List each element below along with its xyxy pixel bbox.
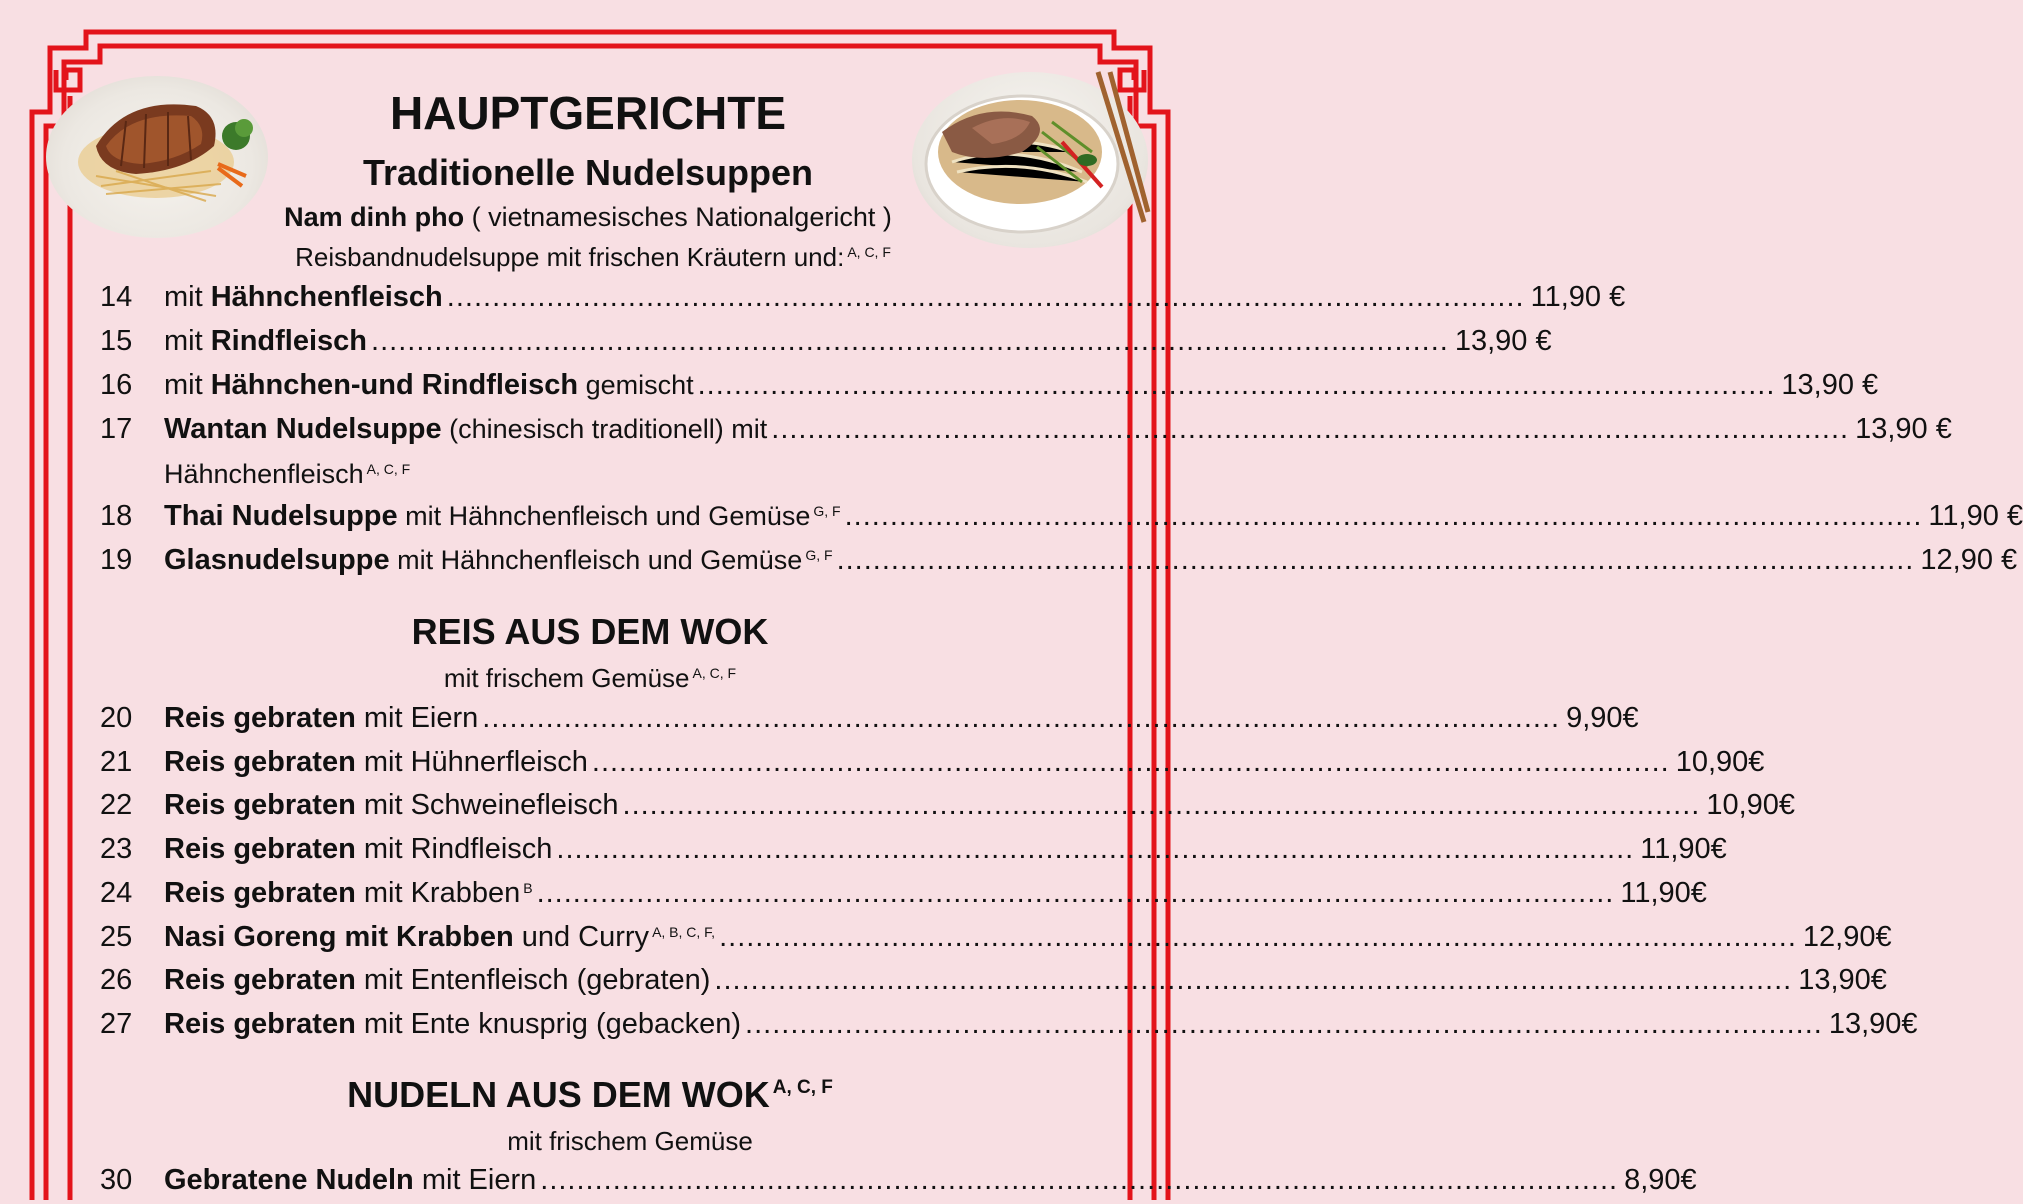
item-price: 9,90€ — [1566, 702, 1639, 734]
item-name: Reis gebraten — [164, 964, 356, 996]
item-continuation — [164, 459, 410, 490]
item-number: 19 — [100, 544, 133, 576]
dot-leader: ....................................................................................................................... — [844, 500, 1923, 532]
item-desc: mit Hühnerfleisch — [355, 746, 588, 778]
item-dish — [164, 325, 367, 358]
item-number: 17 — [100, 413, 133, 445]
item-price: 13,90€ — [1828, 1008, 1918, 1040]
dish-note: ( vietnamesisches Nationalgericht ) — [471, 202, 892, 232]
item-dish — [164, 746, 588, 779]
item-dish — [164, 833, 552, 866]
item-number: 25 — [100, 921, 133, 953]
item-number: 21 — [100, 746, 133, 778]
item-prefix: mit — [164, 325, 211, 357]
title-text: NUDELN AUS DEM WOK — [347, 1074, 770, 1115]
menu-item — [100, 833, 1727, 873]
item-desc: und Curry — [513, 921, 650, 953]
item-number: 24 — [100, 877, 133, 909]
menu-item — [100, 921, 1892, 961]
item-price: 10,90€ — [1675, 746, 1765, 778]
item-name: Hähnchen-und Rindfleisch — [210, 369, 579, 401]
section-title-noodles — [0, 1074, 1180, 1116]
item-desc: mit Krabben — [355, 877, 521, 909]
dot-leader: ....................................................................................................................... — [771, 413, 1850, 445]
item-name: Glasnudelsuppe — [164, 544, 390, 576]
description-text: Reisbandnudelsuppe mit frischen Kräutern und: — [295, 242, 845, 272]
item-number: 27 — [100, 1008, 133, 1040]
item-price: 10,90€ — [1706, 789, 1796, 821]
allergen-codes: G, F — [805, 547, 833, 563]
menu-item — [100, 964, 1887, 1004]
section-subtitle-rice — [0, 663, 1180, 694]
item-price: 11,90 € — [1530, 281, 1626, 313]
item-number: 14 — [100, 281, 133, 313]
dot-leader: ....................................................................................................................... — [540, 1164, 1619, 1196]
item-desc: mit Hähnchenfleisch und Gemüse — [389, 545, 803, 575]
dot-leader: ....................................................................................................................... — [622, 789, 1701, 821]
dish-name: Nam dinh pho — [284, 202, 465, 232]
item-dish — [164, 789, 619, 822]
menu-item — [100, 500, 2023, 540]
section-subtitle-noodle-soups: Traditionelle Nudelsuppen — [362, 152, 814, 193]
menu-item — [100, 1164, 1697, 1204]
item-number: 15 — [100, 325, 133, 357]
item-name: Reis gebraten — [164, 702, 356, 734]
item-price: 12,90€ — [1802, 921, 1892, 953]
dot-leader: ....................................................................................................................... — [697, 369, 1776, 401]
item-prefix: mit — [164, 281, 211, 313]
item-name: Nasi Goreng mit Krabben — [164, 921, 514, 953]
item-number: 18 — [100, 500, 133, 532]
item-price: 12,90 € — [1920, 544, 2018, 576]
item-price: 11,90€ — [1640, 833, 1727, 865]
dot-leader: ....................................................................................................................... — [745, 1008, 1823, 1040]
item-name: Hähnchenfleisch — [210, 281, 443, 313]
dot-leader: ....................................................................................................................... — [482, 702, 1561, 734]
dot-leader: ....................................................................................................................... — [836, 544, 1915, 576]
allergen-codes: A, C, F — [772, 1077, 833, 1098]
item-prefix: mit — [164, 369, 211, 401]
item-name: Thai Nudelsuppe — [164, 500, 398, 532]
item-dish — [164, 702, 478, 735]
item-dish — [164, 964, 710, 997]
subtitle-text: mit frischem Gemüse — [443, 663, 690, 693]
item-dish — [164, 1008, 741, 1041]
item-desc: mit Entenfleisch (gebraten) — [355, 964, 711, 996]
dot-leader: ....................................................................................................................... — [556, 833, 1635, 865]
menu-item — [100, 746, 1765, 786]
dot-leader: ....................................................................................................................... — [591, 746, 1670, 778]
menu-item — [100, 369, 1879, 409]
item-name: Reis gebraten — [164, 746, 356, 778]
item-desc: mit Eiern — [355, 702, 479, 734]
item-price: 13,90 € — [1454, 325, 1552, 357]
item-number: 16 — [100, 369, 133, 401]
section-title-rice: REIS AUS DEM WOK — [411, 611, 769, 652]
menu-item — [100, 281, 1626, 321]
item-price: 13,90 € — [1855, 413, 1952, 445]
item-number: 26 — [100, 964, 133, 996]
item-name: Reis gebraten — [164, 1008, 356, 1040]
dot-leader: ....................................................................................................................... — [719, 921, 1797, 953]
dish-description — [0, 242, 1186, 273]
menu-item — [100, 877, 1707, 917]
item-name: Reis gebraten — [164, 789, 356, 821]
dot-leader: ....................................................................................................................... — [536, 877, 1615, 909]
item-dish — [164, 281, 443, 314]
allergen-codes: A, C, F — [847, 244, 891, 260]
item-number: 20 — [100, 702, 133, 734]
item-price: 13,90€ — [1798, 964, 1887, 996]
item-price: 11,90 € — [1928, 500, 2023, 532]
item-name: Wantan Nudelsuppe — [164, 413, 442, 445]
dish-intro — [0, 202, 1176, 233]
item-name: Reis gebraten — [164, 877, 356, 909]
item-name: Reis gebraten — [164, 833, 356, 865]
item-desc: mit Ente knusprig (gebacken) — [355, 1008, 742, 1040]
allergen-codes: A, B, C, F, — [652, 924, 716, 940]
item-dish — [164, 544, 833, 577]
item-desc: mit Eiern — [413, 1164, 537, 1196]
item-desc: mit Hähnchenfleisch und Gemüse — [397, 501, 811, 531]
item-name: Rindfleisch — [210, 325, 368, 357]
item-dish — [164, 500, 841, 533]
item-dish — [164, 921, 715, 954]
menu-item — [100, 325, 1552, 365]
item-price: 8,90€ — [1624, 1164, 1697, 1196]
item-name: Gebratene Nudeln — [164, 1164, 414, 1196]
item-dish — [164, 1164, 536, 1197]
dot-leader: ....................................................................................................................... — [446, 281, 1525, 313]
allergen-codes: A, C, F — [692, 665, 737, 681]
item-number: 23 — [100, 833, 133, 865]
dot-leader: ....................................................................................................................... — [714, 964, 1793, 996]
dot-leader: ....................................................................................................................... — [371, 325, 1449, 357]
continuation-text: Hähnchenfleisch — [164, 459, 364, 489]
item-price: 13,90 € — [1781, 369, 1879, 401]
menu-item — [100, 413, 1952, 453]
menu-item — [100, 544, 2018, 584]
allergen-codes: A, C, F — [366, 461, 411, 477]
allergen-codes: B — [523, 880, 533, 896]
item-desc: mit Rindfleisch — [355, 833, 553, 865]
item-number: 22 — [100, 789, 133, 821]
item-number: 30 — [100, 1164, 133, 1196]
page-title: HAUPTGERICHTE — [389, 87, 787, 139]
item-price: 11,90€ — [1620, 877, 1707, 909]
menu-item — [100, 702, 1639, 742]
item-desc: (chinesisch traditionell) mit — [441, 414, 768, 444]
menu-item — [100, 1008, 1918, 1048]
item-dish — [164, 369, 694, 402]
item-desc: mit Schweinefleisch — [355, 789, 619, 821]
item-desc: gemischt — [578, 370, 694, 400]
allergen-codes: G, F — [813, 503, 841, 519]
item-dish — [164, 413, 767, 446]
section-subtitle-noodles: mit frischem Gemüse — [507, 1126, 753, 1156]
menu-item — [100, 789, 1796, 829]
item-dish — [164, 877, 533, 910]
